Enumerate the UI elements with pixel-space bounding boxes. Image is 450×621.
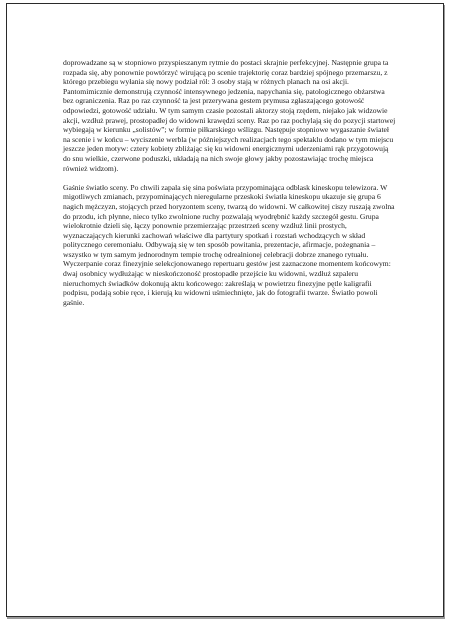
document-body <box>63 58 397 307</box>
paragraph-1: doprowadzane są w stopniowo przyspieszanym rytmie do postaci skrajnie perfekcyjnej. Następnie grupa ta rozpada się, aby ponownie powtórzyć wirującą po scenie trajektorię coraz bardziej spójnego przemarszu, z którego przebiegu wyłania się nowy podział ról: 3 osoby stają w różnych planach na osi akcji. Pantomimicznie demonstrują czynność intensywnego jedzenia, napychania się, patologicznego obżarstwa bez ograniczenia. Raz po raz czynność ta jest przerywana gestem prymusa zgłaszającego gotowość odpowiedzi, gotowość udziału. W tym samym czasie pozostali aktorzy stoją rzędem, niejako jak widzowie akcji, wzdłuż prawej, prostopadłej do widowni krawędzi sceny. Raz po raz pochylają się do pozycji startowej wybiegają w kierunku „solistów”; w formie piłkarskiego wślizgu. Następuje stopniowe wygaszanie świateł na scenie i w końcu – wyciszenie werbla (w późniejszych realizacjach tego spektaklu dodano w tym miejscu jeszcze jeden motyw: cztery kobiety zbliżając się ku widowni energicznymi uderzeniami rąk przygotowują do snu wielkie, czerwone poduszki, układają na nich swoje głowy jakby pozostawiając trochę miejsca również widzom). <box>63 58 396 173</box>
paragraph-2: Gaśnie światło sceny. Po chwili zapala się sina poświata przypominająca odblask kineskopu telewizora. W migotliwych zmianach, przypominających nieregularne przeskoki światła kineskopu ukazuje się grupa 6 nagich mężczyzn, stojących przed horyzontem sceny, twarzą do widowni. W całkowitej ciszy ruszają zwolna do przodu, ich płynne, nieco tylko zwolnione ruchy pozwalają wyodrębnić każdy szczegół gestu. Grupa wielokrotnie dzieli się, łączy ponownie przemierzając przestrzeń sceny wzdłuż linii prostych, wyznaczających kierunki zachowań właściwe dla partytury spotkań i rozstań wchodzących w skład politycznego ceremoniału. Odbywają się w ten sposób powitania, prezentacje, afirmacje, pożegnania – wszystko w tym samym jednorodnym tempie trochę odrealnionej celebracji dobrze znanego rytuału. Wyczerpanie coraz finezyjnie selekcjonowanego repertuaru gestów jest zaznaczone momentem końcowym: dwaj osobnicy wydłużając w nieskończoność prostopadłe przejście ku widowni, wzdłuż szpaleru nieruchomych świadków dokonują aktu końcowego: zakreślają w powietrzu finezyjne pętle kaligrafii podpisu, podają sobie ręce, i kierują ku widowni uśmiechnięte, jak do fotografii twarze. Światło powoli gaśnie. <box>63 182 395 307</box>
document-page <box>6 3 444 617</box>
